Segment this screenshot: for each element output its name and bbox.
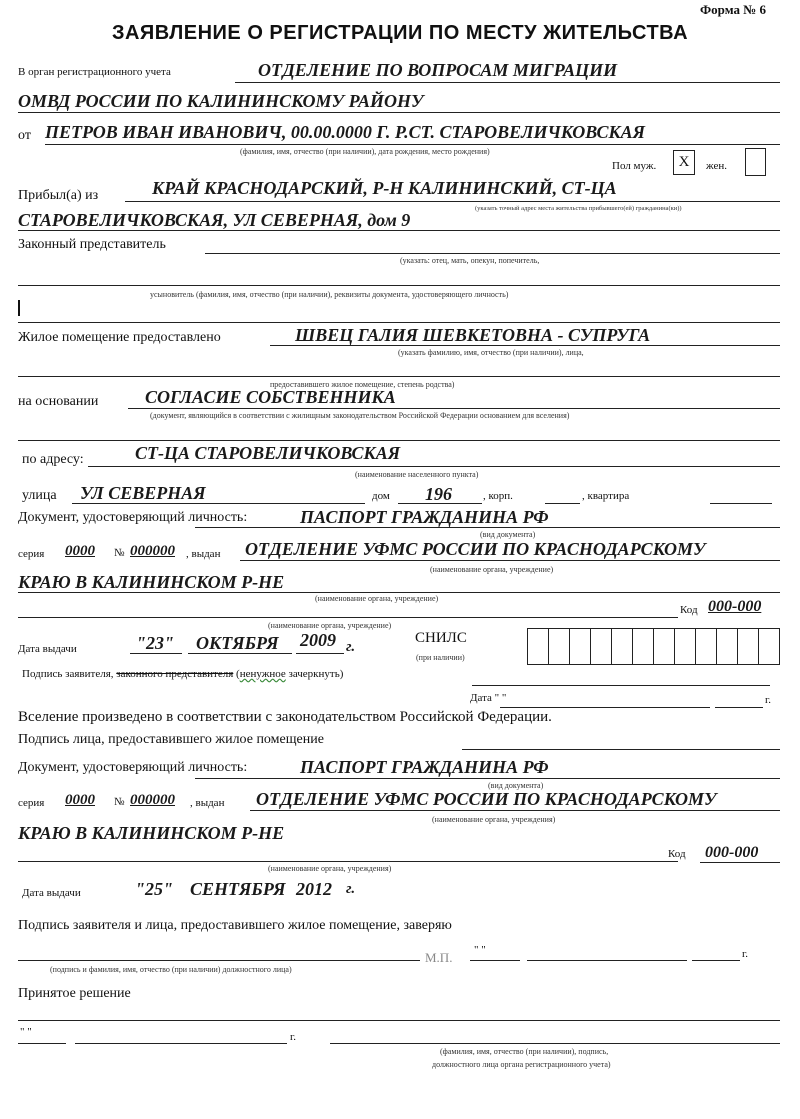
from-label: от [18,128,31,143]
provider-caption-2: предоставившего жилое помещение, степень родства) [270,380,455,389]
snils-cell[interactable] [527,628,549,665]
doc1-day[interactable]: "23" [136,633,174,653]
doc1-year-suffix: г. [346,639,356,655]
doc1-issuer-caption-2: (наименование органа, учреждение) [315,594,439,603]
doc2-issuer-1[interactable]: ОТДЕЛЕНИЕ УФМС РОССИИ ПО КРАСНОДАРСКОМУ [256,789,717,809]
arrived-caption: (указать точный адрес места жительства прибывшего(ей) гражданина(ки)) [475,205,682,212]
label-part: Подпись заявителя, [22,668,114,680]
doc1-year[interactable]: 2009 [300,630,336,650]
street-label: улица [22,488,57,503]
doc2-code[interactable]: 000-000 [705,844,759,861]
stamp-label: М.П. [425,950,453,965]
doc1-label: Документ, удостоверяющий личность: [18,510,248,525]
applicant-sign-label [22,668,343,680]
decision-label: Принятое решение [18,986,131,1001]
flat-label: , квартира [582,490,630,502]
official-sign-field[interactable] [18,960,420,961]
label-part: зачеркнуть) [285,668,344,680]
settlement-note: Вселение произведено в соответствии с законодательством Российской Федерации. [18,709,552,725]
decision-caption-1: (фамилия, имя, отчество (при наличии), подпись, [440,1047,609,1056]
provider-label: Жилое помещение предоставлено [18,330,221,345]
doc2-type[interactable]: ПАСПОРТ ГРАЖДАНИНА РФ [300,757,549,777]
male-checkbox[interactable]: X [673,150,695,175]
basis-value[interactable]: СОГЛАСИЕ СОБСТВЕННИКА [145,387,396,407]
snils-cell[interactable] [758,628,780,665]
form-number: Форма № 6 [700,2,767,17]
doc1-type-caption: (вид документа) [480,530,536,539]
snils-cell[interactable] [653,628,675,665]
arrived-value-2[interactable]: СТАРОВЕЛИЧКОВСКАЯ, УЛ СЕВЕРНАЯ, дом 9 [18,210,411,230]
arrived-value-1[interactable]: КРАЙ КРАСНОДАРСКИЙ, Р-Н КАЛИНИНСКИЙ, СТ-ЦА [152,178,617,198]
house-label: дом [372,490,390,502]
basis-caption: (документ, являющийся в соответствии с жилищным законодательством Российской Федерации основанием для вселения) [150,411,570,420]
doc1-issuer-caption-3: (наименование органа, учреждение) [268,621,392,630]
snils-label: СНИЛС [415,630,467,646]
from-caption: (фамилия, имя, отчество (при наличии), дата рождения, место рождения) [240,147,490,156]
struck-label: законного представителя [116,668,234,680]
basis-label: на основании [18,394,99,409]
representative-caption-2: усыновитель (фамилия, имя, отчество (при наличии), реквизиты документа, удостоверяющего личность) [150,290,509,299]
building-field[interactable] [545,503,580,504]
doc2-date-label: Дата выдачи [22,887,81,899]
street-value[interactable]: УЛ СЕВЕРНАЯ [80,483,206,503]
sex-male-label: Пол муж. [612,160,657,172]
house-value[interactable]: 196 [425,484,452,504]
flat-field[interactable] [710,503,772,504]
applicant-sign-field[interactable] [472,685,770,686]
address-caption: (наименование населенного пункта) [355,470,479,479]
page-title: ЗАЯВЛЕНИЕ О РЕГИСТРАЦИИ ПО МЕСТУ ЖИТЕЛЬСТВА [111,22,689,44]
from-value[interactable]: ПЕТРОВ ИВАН ИВАНОВИЧ, 00.00.0000 Г. Р.СТ. СТАРОВЕЛИЧКОВСКАЯ [45,122,646,142]
doc1-issuer-2[interactable]: КРАЮ В КАЛИНИНСКОМ Р-НЕ [18,572,285,592]
decision-year-suffix: г. [290,1031,297,1043]
doc1-number-label: № [114,547,125,559]
provider-sign-field[interactable] [462,749,780,750]
applicant-date-label: Дата " " [470,692,507,704]
snils-cell[interactable] [632,628,654,665]
doc2-month[interactable]: СЕНТЯБРЯ [190,879,286,899]
certify-quotes: " " [474,944,486,956]
doc2-series[interactable]: 0000 [65,792,95,808]
doc2-issuer-2[interactable]: КРАЮ В КАЛИНИНСКОМ Р-НЕ [18,823,285,843]
doc2-number[interactable]: 000000 [130,792,175,808]
doc2-year[interactable]: 2012 [296,879,332,899]
doc1-code[interactable]: 000-000 [708,598,762,615]
doc2-day[interactable]: "25" [135,879,173,899]
doc2-type-caption: (вид документа) [488,781,544,790]
doc1-date-label: Дата выдачи [18,643,77,655]
address-value[interactable]: СТ-ЦА СТАРОВЕЛИЧКОВСКАЯ [135,443,401,463]
doc2-code-label: Код [668,848,686,860]
certify-year-suffix: г. [742,948,749,960]
representative-label: Законный представитель [18,237,166,252]
doc1-month[interactable]: ОКТЯБРЯ [196,633,279,653]
provider-value[interactable]: ШВЕЦ ГАЛИЯ ШЕВКЕТОВНА - СУПРУГА [295,325,651,345]
doc1-type[interactable]: ПАСПОРТ ГРАЖДАНИНА РФ [300,507,549,527]
representative-caption-1: (указать: отец, мать, опекун, попечитель, [400,256,540,265]
doc1-number[interactable]: 000000 [130,543,175,559]
decision-caption-2: должностного лица органа регистрационного учета) [432,1060,611,1069]
doc2-series-label: серия [18,797,45,809]
snils-cell[interactable] [737,628,759,665]
doc2-number-label: № [114,796,125,808]
doc1-issuer-1[interactable]: ОТДЕЛЕНИЕ УФМС РОССИИ ПО КРАСНОДАРСКОМУ [245,539,706,559]
snils-cell[interactable] [716,628,738,665]
female-checkbox[interactable] [745,148,766,176]
decision-quotes: " " [20,1026,32,1038]
decision-field[interactable] [18,1020,780,1021]
doc1-series-label: серия [18,548,45,560]
label-part: ненужное [239,668,286,680]
doc2-issuer-caption-2: (наименование органа, учреждения) [268,864,392,873]
organ-label: В орган регистрационного учета [18,66,171,78]
label-part: ( [236,668,240,680]
snils-cell[interactable] [569,628,591,665]
address-label: по адресу: [22,452,84,467]
provider-sign-label: Подпись лица, предоставившего жилое помещение [18,732,324,747]
organ-value-1[interactable]: ОТДЕЛЕНИЕ ПО ВОПРОСАМ МИГРАЦИИ [258,60,618,80]
doc2-year-suffix: г. [346,881,356,897]
snils-cell[interactable] [548,628,570,665]
snils-cell[interactable] [695,628,717,665]
snils-caption: (при наличии) [416,653,465,662]
text-cursor [18,300,20,316]
certify-label: Подпись заявителя и лица, предоставившего жилое помещение, заверяю [18,918,452,933]
applicant-date-suffix: г. [765,694,772,706]
snils-cell[interactable] [590,628,612,665]
organ-value-2[interactable]: ОМВД РОССИИ ПО КАЛИНИНСКОМУ РАЙОНУ [18,91,424,111]
doc1-code-label: Код [680,604,698,616]
doc2-issued-label: , выдан [190,797,225,809]
building-label: , корп. [483,490,513,502]
snils-cell[interactable] [611,628,633,665]
doc2-label: Документ, удостоверяющий личность: [18,760,248,775]
arrived-label: Прибыл(а) из [18,188,99,203]
sex-female-label: жен. [706,160,727,172]
doc1-issuer-caption-1: (наименование органа, учреждение) [430,565,554,574]
doc1-series[interactable]: 0000 [65,543,95,559]
snils-cell[interactable] [674,628,696,665]
certify-caption: (подпись и фамилия, имя, отчество (при наличии) должностного лица) [50,965,292,974]
provider-caption-1: (указать фамилию, имя, отчество (при наличии), лица, [398,348,584,357]
doc1-issued-label: , выдан [186,548,221,560]
doc2-issuer-caption-1: (наименование органа, учреждения) [432,815,556,824]
